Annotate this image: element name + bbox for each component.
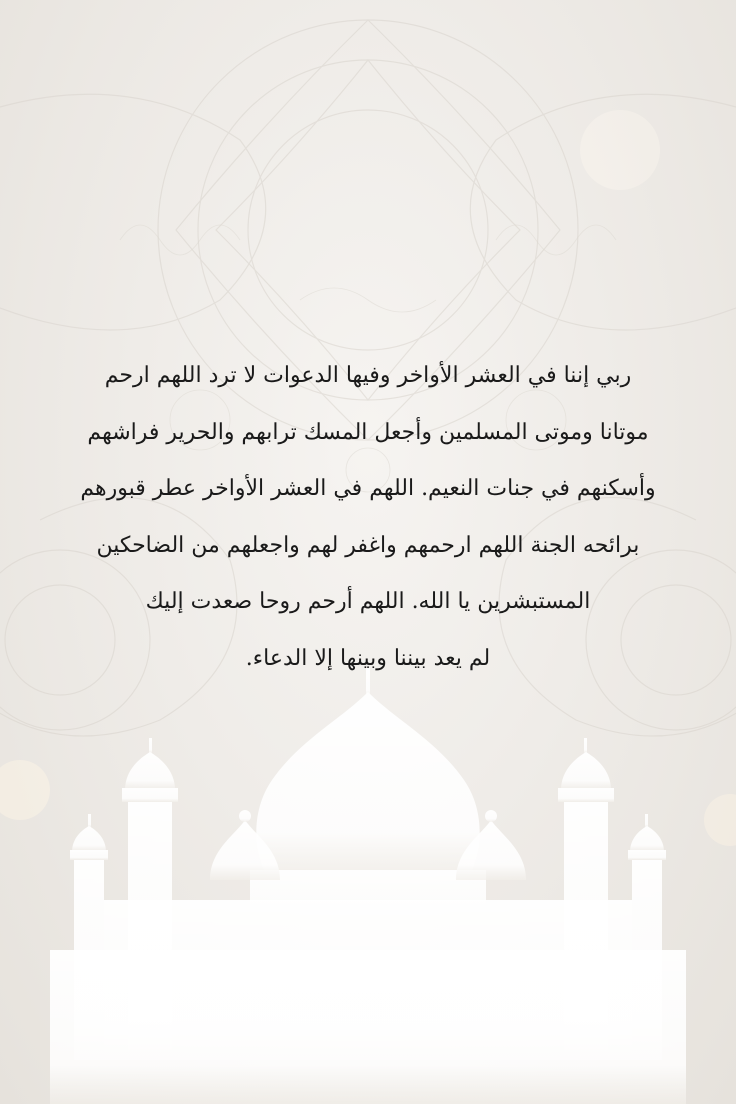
- dua-line-2: موتانا وموتى المسلمين وأجعل المسك ترابهم والحرير فراشهم: [87, 419, 649, 445]
- dua-line-3: وأسكنهم في جنات النعيم. اللهم في العشر الأواخر عطر قبورهم: [80, 476, 656, 501]
- dua-line-4: برائحه الجنة اللهم ارحمهم واغفر لهم واجعلهم من الضاحكين: [96, 532, 640, 558]
- dua-text: [60, 348, 676, 687]
- dua-line-1: ربي إننا في العشر الأواخر وفيها الدعوات لا ترد اللهم ارحم: [104, 363, 632, 388]
- dua-line-6: لم يعد بيننا وبينها إلا الدعاء.: [245, 645, 491, 671]
- dua-line-5: المستبشرين يا الله. اللهم أرحم روحا صعدت إليك: [145, 589, 591, 614]
